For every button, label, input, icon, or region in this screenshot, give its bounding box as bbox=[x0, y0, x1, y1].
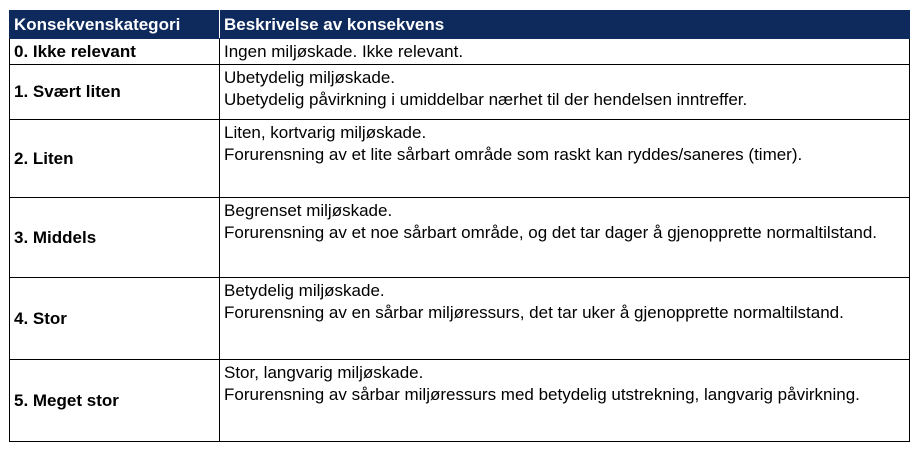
description-line: Betydelig miljøskade. bbox=[224, 281, 385, 300]
description-cell bbox=[220, 360, 910, 442]
table-row bbox=[10, 360, 910, 442]
description-line: Stor, langvarig miljøskade. bbox=[224, 363, 424, 382]
table-row bbox=[10, 278, 910, 360]
table-header bbox=[10, 11, 910, 39]
description-cell bbox=[220, 39, 910, 65]
table-row bbox=[10, 120, 910, 198]
category-cell: 2. Liten bbox=[10, 120, 220, 198]
category-cell: 3. Middels bbox=[10, 198, 220, 278]
header-category: Konsekvenskategori bbox=[10, 11, 220, 39]
header-row bbox=[10, 11, 910, 39]
consequence-table-container bbox=[9, 10, 909, 442]
description-line: Forurensning av en sårbar miljøressurs, det tar uker å gjenopprette normaltilstand. bbox=[224, 303, 844, 322]
description-line: Ubetydelig miljøskade. bbox=[224, 68, 396, 87]
header-description: Beskrivelse av konsekvens bbox=[220, 11, 910, 39]
description-line: Liten, kortvarig miljøskade. bbox=[224, 123, 427, 142]
description-line: Forurensning av et noe sårbart område, og det tar dager å gjenopprette normaltilstand. bbox=[224, 223, 877, 242]
table-row bbox=[10, 39, 910, 65]
category-cell: 0. Ikke relevant bbox=[10, 39, 220, 65]
category-cell: 5. Meget stor bbox=[10, 360, 220, 442]
description-cell bbox=[220, 198, 910, 278]
description-line: Ubetydelig påvirkning i umiddelbar nærhet til der hendelsen inntreffer. bbox=[224, 90, 748, 109]
description-line: Forurensning av et lite sårbart område som raskt kan ryddes/saneres (timer). bbox=[224, 145, 803, 164]
description-line: Ingen miljøskade. Ikke relevant. bbox=[224, 42, 464, 61]
table-body bbox=[10, 39, 910, 442]
description-cell bbox=[220, 65, 910, 120]
description-line: Forurensning av sårbar miljøressurs med betydelig utstrekning, langvarig påvirkning. bbox=[224, 385, 860, 404]
table-row bbox=[10, 198, 910, 278]
table-row bbox=[10, 65, 910, 120]
description-line: Begrenset miljøskade. bbox=[224, 201, 393, 220]
description-cell bbox=[220, 120, 910, 198]
description-cell bbox=[220, 278, 910, 360]
category-cell: 1. Svært liten bbox=[10, 65, 220, 120]
consequence-table bbox=[9, 10, 910, 442]
category-cell: 4. Stor bbox=[10, 278, 220, 360]
